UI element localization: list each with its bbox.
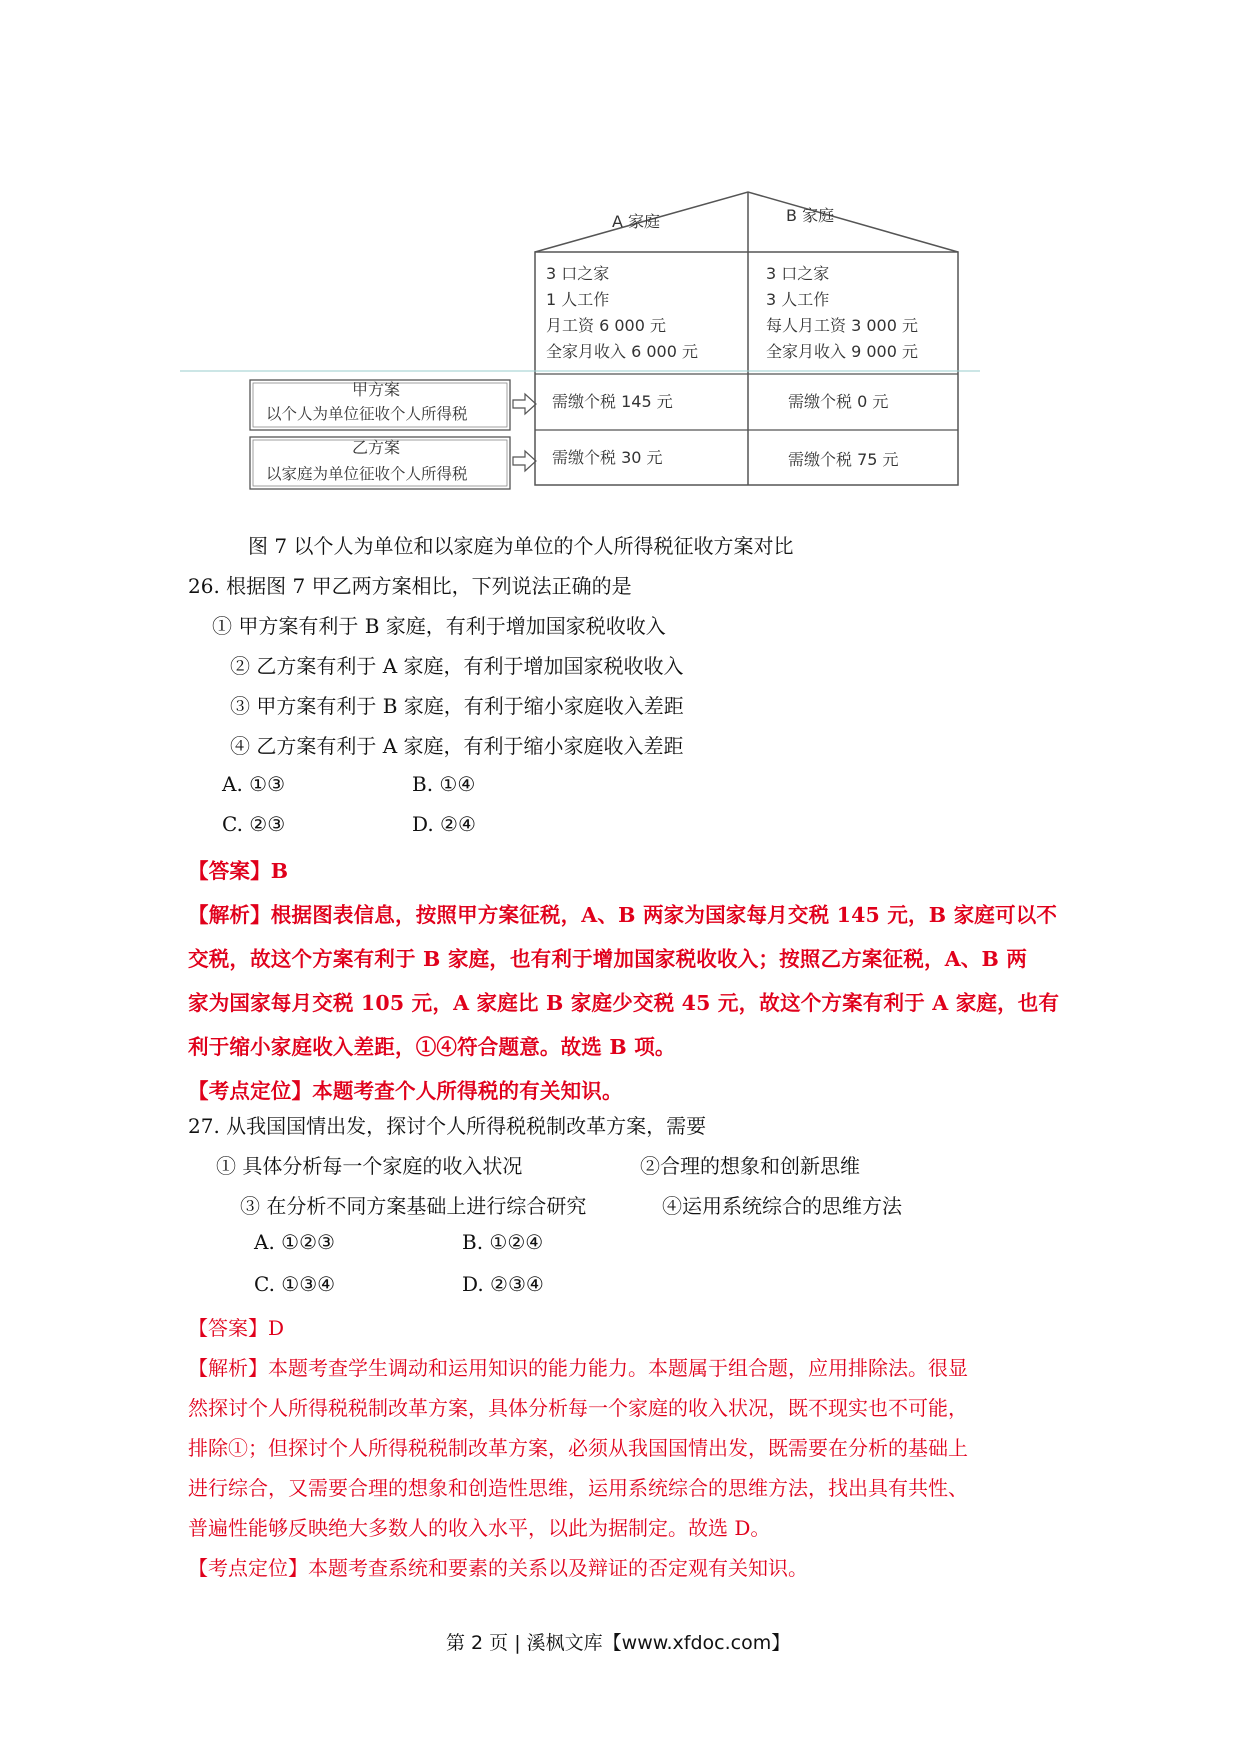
q26-analysis-line: 【解析】根据图表信息，按照甲方案征税，A、B 两家为国家每月交税 145 元，B 家庭可以不 xyxy=(188,903,1058,927)
q26-option-c: C. ②③ xyxy=(222,812,286,836)
figure-7 xyxy=(180,180,980,510)
q27-point: 【考点定位】本题考查系统和要素的关系以及辩证的否定观有关知识。 xyxy=(188,1556,808,1580)
q27-analysis-line: 【解析】本题考查学生调动和运用知识的能力能力。本题属于组合题，应用排除法。很显 xyxy=(188,1356,968,1380)
page-footer: 第 2 页 | 溪枫文库【www.xfdoc.com】 xyxy=(446,1632,791,1654)
q27-analysis-line: 排除①；但探讨个人所得税税制改革方案，必须从我国国情出发，既需要在分析的基础上 xyxy=(188,1436,968,1460)
q27-item: ②合理的想象和创新思维 xyxy=(640,1154,860,1178)
q26-analysis-line: 利于缩小家庭收入差距，①④符合题意。故选 B 项。 xyxy=(188,1035,676,1059)
yi-a-tax: 需缴个税 30 元 xyxy=(552,448,663,467)
a-info-line: 月工资 6 000 元 xyxy=(546,316,666,335)
a-info-line: 全家月收入 6 000 元 xyxy=(546,342,698,361)
plan-yi-desc: 以家庭为单位征收个人所得税 xyxy=(266,465,468,483)
b-info-line: 3 口之家 xyxy=(766,264,830,283)
q27-stem: 27. 从我国国情出发，探讨个人所得税税制改革方案，需要 xyxy=(188,1114,707,1138)
q27-option-a: A. ①②③ xyxy=(254,1230,335,1254)
q26-option-a: A. ①③ xyxy=(222,772,286,796)
q26-option-b: B. ①④ xyxy=(412,772,476,796)
q26-item: ④ 乙方案有利于 A 家庭，有利于缩小家庭收入差距 xyxy=(230,734,684,758)
figure-caption: 图 7 以个人为单位和以家庭为单位的个人所得税征收方案对比 xyxy=(248,534,794,558)
q27-item: ④运用系统综合的思维方法 xyxy=(662,1194,902,1218)
yi-b-tax: 需缴个税 75 元 xyxy=(788,450,899,469)
q27-option-b: B. ①②④ xyxy=(462,1230,544,1254)
jia-a-tax: 需缴个税 145 元 xyxy=(552,392,673,411)
q26-option-d: D. ②④ xyxy=(412,812,476,836)
q27-analysis-line: 普遍性能够反映绝大多数人的收入水平，以此为据制定。故选 D。 xyxy=(188,1516,771,1540)
q27-item: ① 具体分析每一个家庭的收入状况 xyxy=(216,1154,523,1178)
a-info-line: 3 口之家 xyxy=(546,264,610,283)
q26-point: 【考点定位】本题考查个人所得税的有关知识。 xyxy=(188,1079,623,1103)
b-info-line: 3 人工作 xyxy=(766,290,830,309)
q27-item: ③ 在分析不同方案基础上进行综合研究 xyxy=(240,1194,587,1218)
q26-answer: 【答案】B xyxy=(188,859,289,883)
b-info-line: 全家月收入 9 000 元 xyxy=(766,342,918,361)
q27-option-c: C. ①③④ xyxy=(254,1272,336,1296)
q26-item: ③ 甲方案有利于 B 家庭，有利于缩小家庭收入差距 xyxy=(230,694,684,718)
q27-analysis-line: 进行综合，又需要合理的想象和创造性思维，运用系统综合的思维方法，找出具有共性、 xyxy=(188,1476,968,1500)
jia-b-tax: 需缴个税 0 元 xyxy=(788,392,889,411)
a-info-line: 1 人工作 xyxy=(546,290,610,309)
plan-jia-title: 甲方案 xyxy=(352,380,401,399)
b-info-line: 每人月工资 3 000 元 xyxy=(766,316,918,335)
col-b-header: B 家庭 xyxy=(786,206,835,225)
plan-yi-title: 乙方案 xyxy=(352,438,401,457)
plan-jia-desc: 以个人为单位征收个人所得税 xyxy=(266,405,468,423)
q26-item: ① 甲方案有利于 B 家庭，有利于增加国家税收收入 xyxy=(212,614,666,638)
q26-analysis-line: 交税，故这个方案有利于 B 家庭，也有利于增加国家税收收入；按照乙方案征税，A、B 两 xyxy=(188,947,1028,971)
q26-stem: 26. 根据图 7 甲乙两方案相比，下列说法正确的是 xyxy=(188,574,632,598)
q27-analysis-line: 然探讨个人所得税税制改革方案，具体分析每一个家庭的收入状况，既不现实也不可能， xyxy=(188,1396,968,1420)
col-a-header: A 家庭 xyxy=(612,212,661,231)
q27-answer: 【答案】D xyxy=(188,1316,285,1340)
q27-option-d: D. ②③④ xyxy=(462,1272,544,1296)
q26-item: ② 乙方案有利于 A 家庭，有利于增加国家税收收入 xyxy=(230,654,684,678)
q26-analysis-line: 家为国家每月交税 105 元，A 家庭比 B 家庭少交税 45 元，故这个方案有利于 A 家庭，也有 xyxy=(188,991,1060,1015)
